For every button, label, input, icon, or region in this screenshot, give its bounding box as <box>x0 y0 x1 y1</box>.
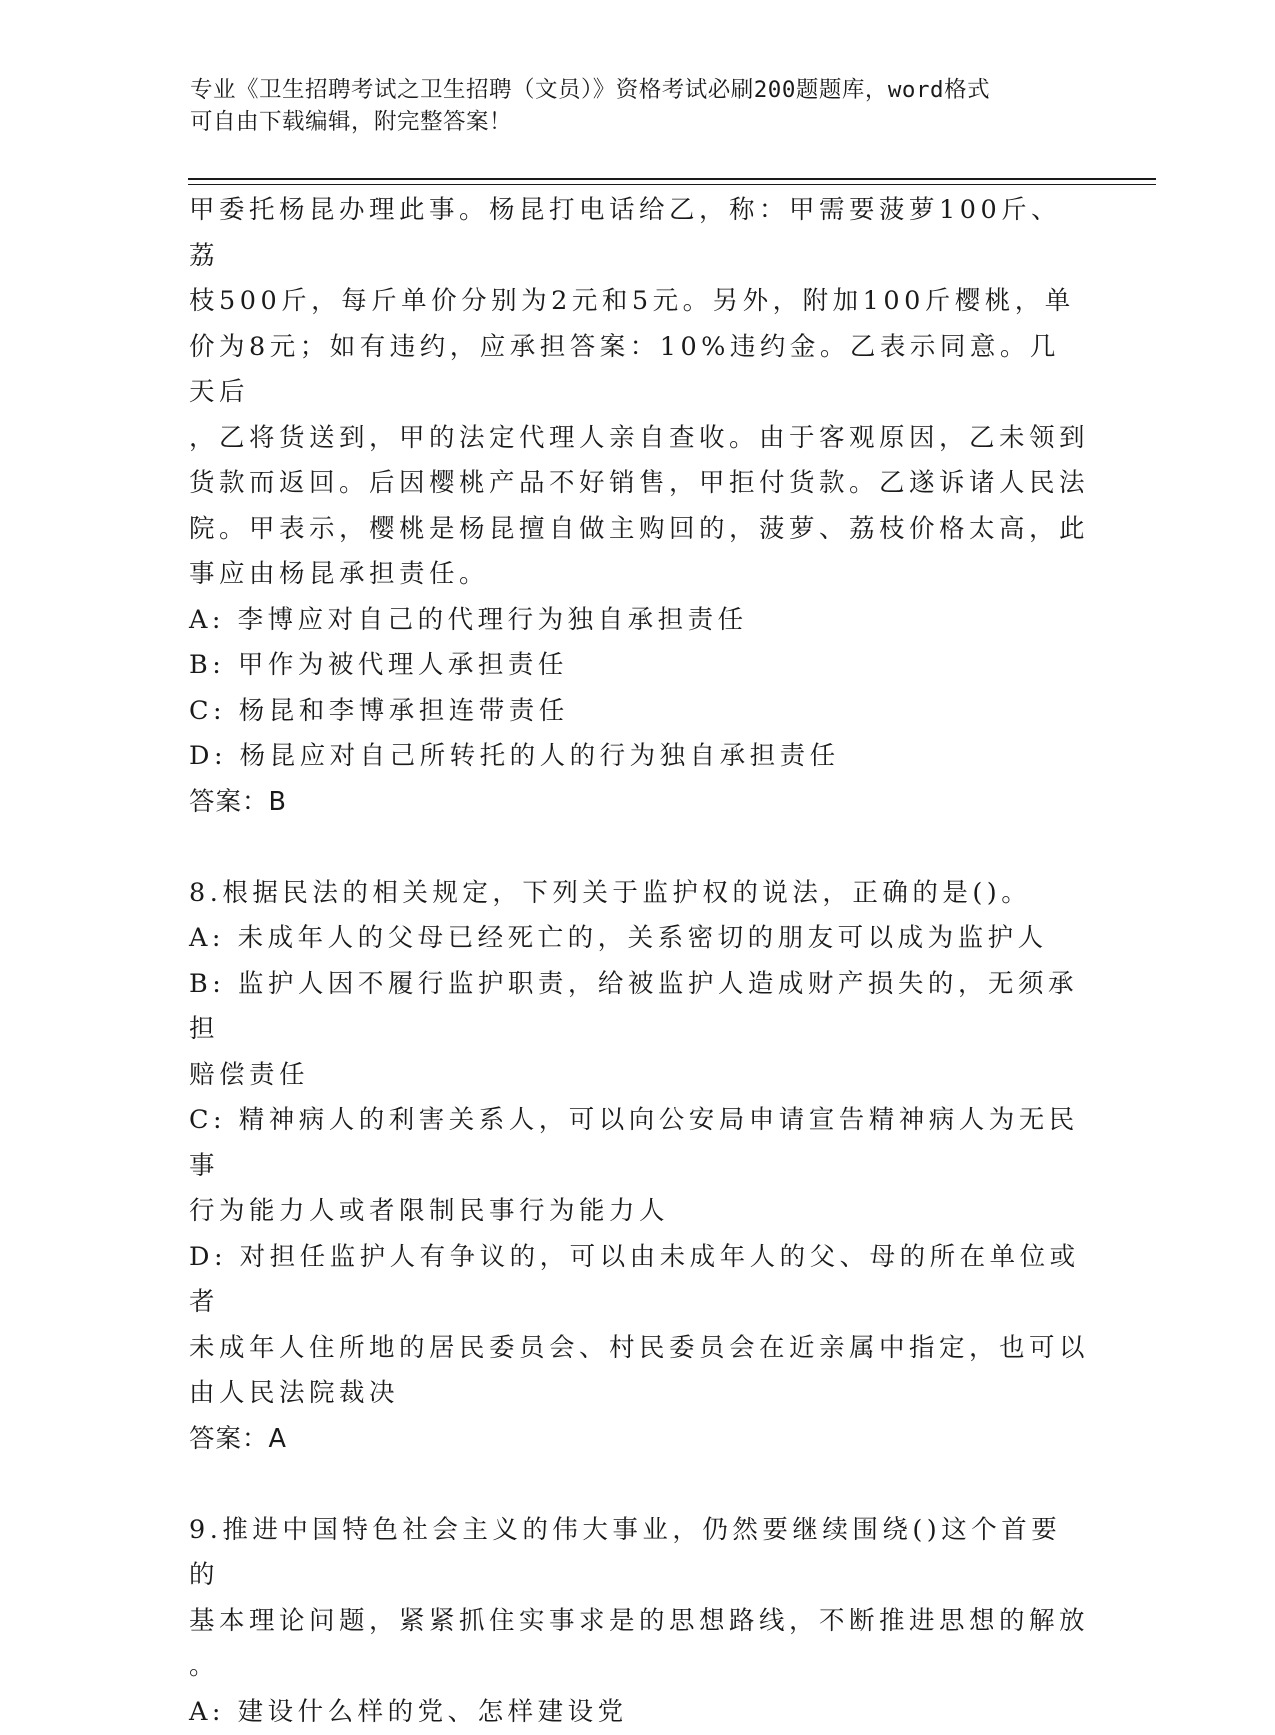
page-header <box>190 74 1090 138</box>
question-spacer <box>189 825 1089 871</box>
option-b: B: 甲作为被代理人承担责任 <box>189 643 1089 689</box>
question-spacer <box>189 1462 1089 1508</box>
option-c: C: 杨昆和李博承担连带责任 <box>189 689 1089 735</box>
document-body <box>189 188 1089 1735</box>
header-rule-thin <box>188 184 1156 185</box>
option-a: A: 李博应对自己的代理行为独自承担责任 <box>189 598 1089 644</box>
option-d-continued: 未成年人住所地的居民委员会、村民委员会在近亲属中指定，也可以 <box>189 1326 1089 1372</box>
question-stem-line: 甲委托杨昆办理此事。杨昆打电话给乙，称：甲需要菠萝100斤、荔 <box>189 188 1089 279</box>
answer-label: 答案：A <box>189 1417 1089 1463</box>
option-b-continued: 赔偿责任 <box>189 1053 1089 1099</box>
option-d-continued: 由人民法院裁决 <box>189 1371 1089 1417</box>
question-stem-line: 。 <box>189 1644 1089 1690</box>
option-d: D: 杨昆应对自己所转托的人的行为独自承担责任 <box>189 734 1089 780</box>
question-stem-line: 院。甲表示，樱桃是杨昆擅自做主购回的，菠萝、荔枝价格太高，此 <box>189 507 1089 553</box>
question-stem-line: 货款而返回。后因樱桃产品不好销售，甲拒付货款。乙遂诉诸人民法 <box>189 461 1089 507</box>
answer-label: 答案：B <box>189 780 1089 826</box>
question-stem-line: 8.根据民法的相关规定，下列关于监护权的说法，正确的是()。 <box>189 871 1089 917</box>
option-c-continued: 行为能力人或者限制民事行为能力人 <box>189 1189 1089 1235</box>
option-a: A: 建设什么样的党、怎样建设党 <box>189 1690 1089 1735</box>
question-stem-line: 9.推进中国特色社会主义的伟大事业，仍然要继续围绕()这个首要的 <box>189 1508 1089 1599</box>
question-stem-line: 价为8元；如有违约，应承担答案：10%违约金。乙表示同意。几天后 <box>189 325 1089 416</box>
header-rule <box>188 178 1156 180</box>
question-7 <box>189 188 1089 825</box>
header-title-line-2: 可自由下载编辑，附完整答案！ <box>190 106 1090 138</box>
option-b: B: 监护人因不履行监护职责，给被监护人造成财产损失的，无须承担 <box>189 962 1089 1053</box>
option-c: C: 精神病人的利害关系人，可以向公安局申请宣告精神病人为无民事 <box>189 1098 1089 1189</box>
header-title-line-1: 专业《卫生招聘考试之卫生招聘（文员）》资格考试必刷200题题库，word格式 <box>190 74 1090 106</box>
question-9 <box>189 1508 1089 1735</box>
option-d: D: 对担任监护人有争议的，可以由未成年人的父、母的所在单位或者 <box>189 1235 1089 1326</box>
question-stem-line: 基本理论问题，紧紧抓住实事求是的思想路线，不断推进思想的解放 <box>189 1599 1089 1645</box>
question-stem-line: 枝500斤，每斤单价分别为2元和5元。另外，附加100斤樱桃，单 <box>189 279 1089 325</box>
question-8 <box>189 871 1089 1463</box>
option-a: A: 未成年人的父母已经死亡的，关系密切的朋友可以成为监护人 <box>189 916 1089 962</box>
question-stem-line: ，乙将货送到，甲的法定代理人亲自查收。由于客观原因，乙未领到 <box>189 416 1089 462</box>
question-stem-line: 事应由杨昆承担责任。 <box>189 552 1089 598</box>
